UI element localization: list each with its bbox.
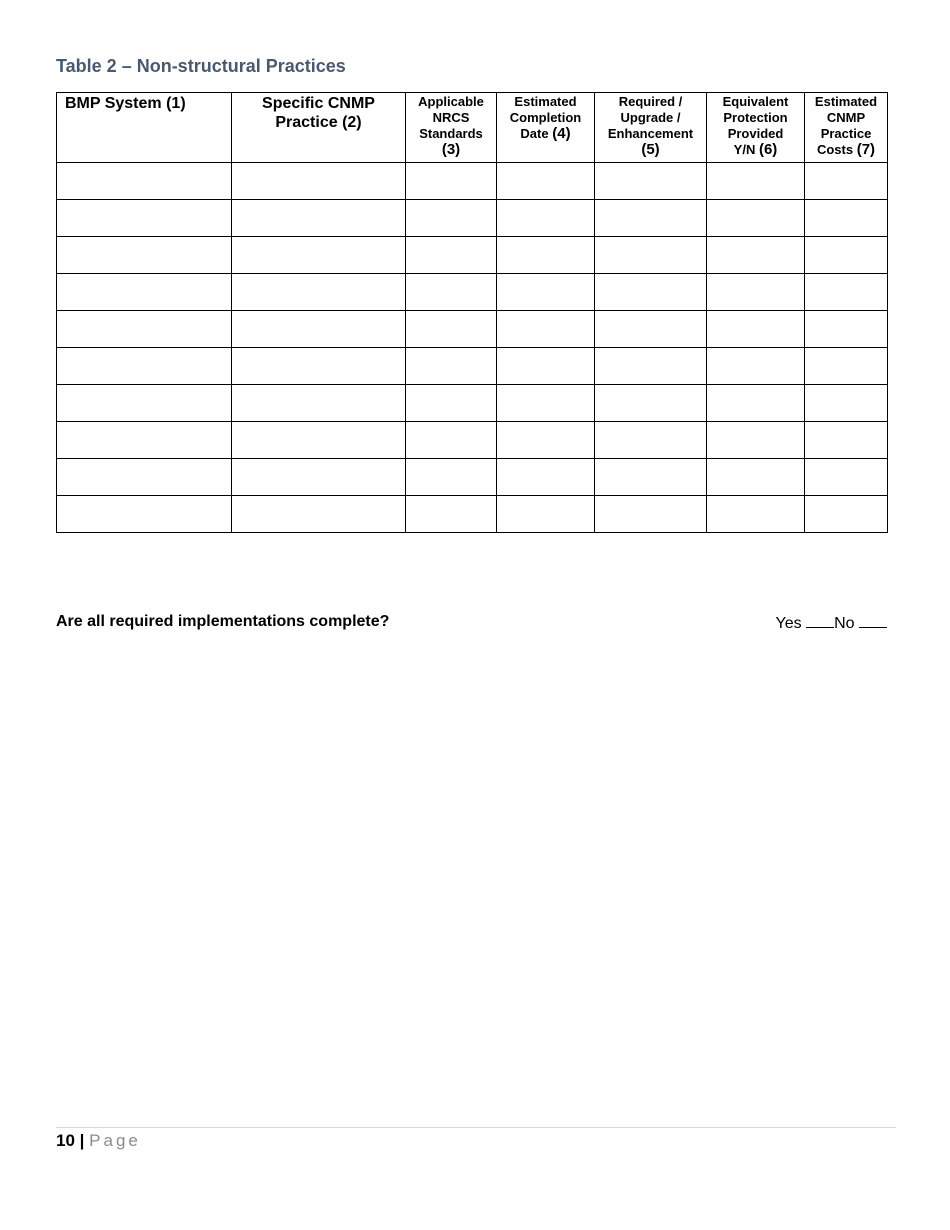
yes-label: Yes xyxy=(775,615,802,632)
nrcs-standards-cell[interactable] xyxy=(406,496,497,533)
header-specific-practice-label: Specific CNMP Practice xyxy=(262,95,375,131)
bmp-system-cell[interactable] xyxy=(57,422,232,459)
specific-practice-cell[interactable] xyxy=(232,237,406,274)
equivalent-protection-cell[interactable] xyxy=(707,348,805,385)
bmp-system-cell[interactable] xyxy=(57,200,232,237)
header-practice-costs-label: Estimated CNMP Practice Costs xyxy=(814,94,878,157)
equivalent-protection-cell[interactable] xyxy=(707,385,805,422)
header-equivalent-protection-label: Equivalent Protection Provided Y/N xyxy=(722,94,789,157)
table-row xyxy=(57,422,888,459)
footer-divider xyxy=(56,1127,896,1128)
equivalent-protection-cell[interactable] xyxy=(707,200,805,237)
nrcs-standards-cell[interactable] xyxy=(406,422,497,459)
completion-date-cell[interactable] xyxy=(497,311,595,348)
table-header-row xyxy=(57,93,888,163)
required-upgrade-cell[interactable] xyxy=(595,385,707,422)
nrcs-standards-cell[interactable] xyxy=(406,385,497,422)
required-upgrade-cell[interactable] xyxy=(595,422,707,459)
completion-date-cell[interactable] xyxy=(497,237,595,274)
equivalent-protection-cell[interactable] xyxy=(707,163,805,200)
header-nrcs-standards xyxy=(406,93,497,163)
header-specific-practice-num: (2) xyxy=(342,114,362,131)
equivalent-protection-cell[interactable] xyxy=(707,496,805,533)
specific-practice-cell[interactable] xyxy=(232,422,406,459)
specific-practice-cell[interactable] xyxy=(232,163,406,200)
practice-costs-cell[interactable] xyxy=(805,422,888,459)
equivalent-protection-cell[interactable] xyxy=(707,237,805,274)
no-blank-field[interactable] xyxy=(859,613,887,628)
practice-costs-cell[interactable] xyxy=(805,385,888,422)
header-completion-date-num: (4) xyxy=(552,125,571,142)
page-separator: | xyxy=(79,1131,85,1150)
specific-practice-cell[interactable] xyxy=(232,496,406,533)
table-row xyxy=(57,496,888,533)
practice-costs-cell[interactable] xyxy=(805,348,888,385)
implementations-complete-question: Are all required implementations complete? xyxy=(56,613,390,630)
practice-costs-cell[interactable] xyxy=(805,274,888,311)
header-bmp-system xyxy=(57,93,232,163)
completion-date-cell[interactable] xyxy=(497,459,595,496)
specific-practice-cell[interactable] xyxy=(232,200,406,237)
completion-date-cell[interactable] xyxy=(497,163,595,200)
practice-costs-cell[interactable] xyxy=(805,200,888,237)
nrcs-standards-cell[interactable] xyxy=(406,348,497,385)
equivalent-protection-cell[interactable] xyxy=(707,274,805,311)
header-completion-date xyxy=(497,93,595,163)
required-upgrade-cell[interactable] xyxy=(595,163,707,200)
equivalent-protection-cell[interactable] xyxy=(707,311,805,348)
nrcs-standards-cell[interactable] xyxy=(406,200,497,237)
bmp-system-cell[interactable] xyxy=(57,163,232,200)
table-row xyxy=(57,459,888,496)
no-label: No xyxy=(834,615,855,632)
header-required-upgrade-label: Required / Upgrade / Enhancement xyxy=(607,94,694,141)
bmp-system-cell[interactable] xyxy=(57,496,232,533)
bmp-system-cell[interactable] xyxy=(57,348,232,385)
nrcs-standards-cell[interactable] xyxy=(406,237,497,274)
required-upgrade-cell[interactable] xyxy=(595,311,707,348)
nrcs-standards-cell[interactable] xyxy=(406,163,497,200)
equivalent-protection-cell[interactable] xyxy=(707,422,805,459)
practice-costs-cell[interactable] xyxy=(805,496,888,533)
nrcs-standards-cell[interactable] xyxy=(406,274,497,311)
header-equivalent-protection-num: (6) xyxy=(758,141,778,158)
table-row xyxy=(57,311,888,348)
required-upgrade-cell[interactable] xyxy=(595,200,707,237)
completion-date-cell[interactable] xyxy=(497,274,595,311)
header-practice-costs-num: (7) xyxy=(856,141,876,158)
specific-practice-cell[interactable] xyxy=(232,274,406,311)
required-upgrade-cell[interactable] xyxy=(595,348,707,385)
bmp-system-cell[interactable] xyxy=(57,311,232,348)
bmp-system-cell[interactable] xyxy=(57,459,232,496)
practice-costs-cell[interactable] xyxy=(805,163,888,200)
header-bmp-system-label: BMP System xyxy=(65,95,162,112)
header-required-upgrade xyxy=(595,93,707,163)
completion-date-cell[interactable] xyxy=(497,496,595,533)
table-row xyxy=(57,237,888,274)
completion-date-cell[interactable] xyxy=(497,422,595,459)
header-nrcs-standards-label: Applicable NRCS Standards xyxy=(418,94,484,141)
header-equivalent-protection xyxy=(707,93,805,163)
required-upgrade-cell[interactable] xyxy=(595,237,707,274)
bmp-system-cell[interactable] xyxy=(57,237,232,274)
yes-no-answer xyxy=(776,613,887,633)
header-nrcs-standards-num: (3) xyxy=(441,141,461,158)
page-label: Page xyxy=(89,1131,141,1150)
practice-costs-cell[interactable] xyxy=(805,459,888,496)
completion-date-cell[interactable] xyxy=(497,200,595,237)
required-upgrade-cell[interactable] xyxy=(595,496,707,533)
page-footer xyxy=(56,1131,141,1151)
specific-practice-cell[interactable] xyxy=(232,311,406,348)
header-completion-date-label: Estimated Completion Date xyxy=(509,94,582,141)
specific-practice-cell[interactable] xyxy=(232,459,406,496)
table-row xyxy=(57,274,888,311)
table-row xyxy=(57,348,888,385)
specific-practice-cell[interactable] xyxy=(232,348,406,385)
practice-costs-cell[interactable] xyxy=(805,237,888,274)
bmp-system-cell[interactable] xyxy=(57,385,232,422)
table-row xyxy=(57,385,888,422)
header-bmp-system-num: (1) xyxy=(166,95,186,112)
equivalent-protection-cell[interactable] xyxy=(707,459,805,496)
completion-date-cell[interactable] xyxy=(497,385,595,422)
nrcs-standards-cell[interactable] xyxy=(406,459,497,496)
required-upgrade-cell[interactable] xyxy=(595,274,707,311)
header-specific-practice xyxy=(232,93,406,163)
table-row xyxy=(57,200,888,237)
bmp-system-cell[interactable] xyxy=(57,274,232,311)
page-number: 10 xyxy=(56,1131,75,1150)
yes-blank-field[interactable] xyxy=(806,613,834,628)
table-title: Table 2 – Non-structural Practices xyxy=(56,56,346,76)
header-practice-costs xyxy=(805,93,888,163)
nrcs-standards-cell[interactable] xyxy=(406,311,497,348)
practice-costs-cell[interactable] xyxy=(805,311,888,348)
non-structural-practices-table xyxy=(56,92,888,533)
completion-date-cell[interactable] xyxy=(497,348,595,385)
header-required-upgrade-num: (5) xyxy=(641,141,660,158)
table-row xyxy=(57,163,888,200)
specific-practice-cell[interactable] xyxy=(232,385,406,422)
required-upgrade-cell[interactable] xyxy=(595,459,707,496)
